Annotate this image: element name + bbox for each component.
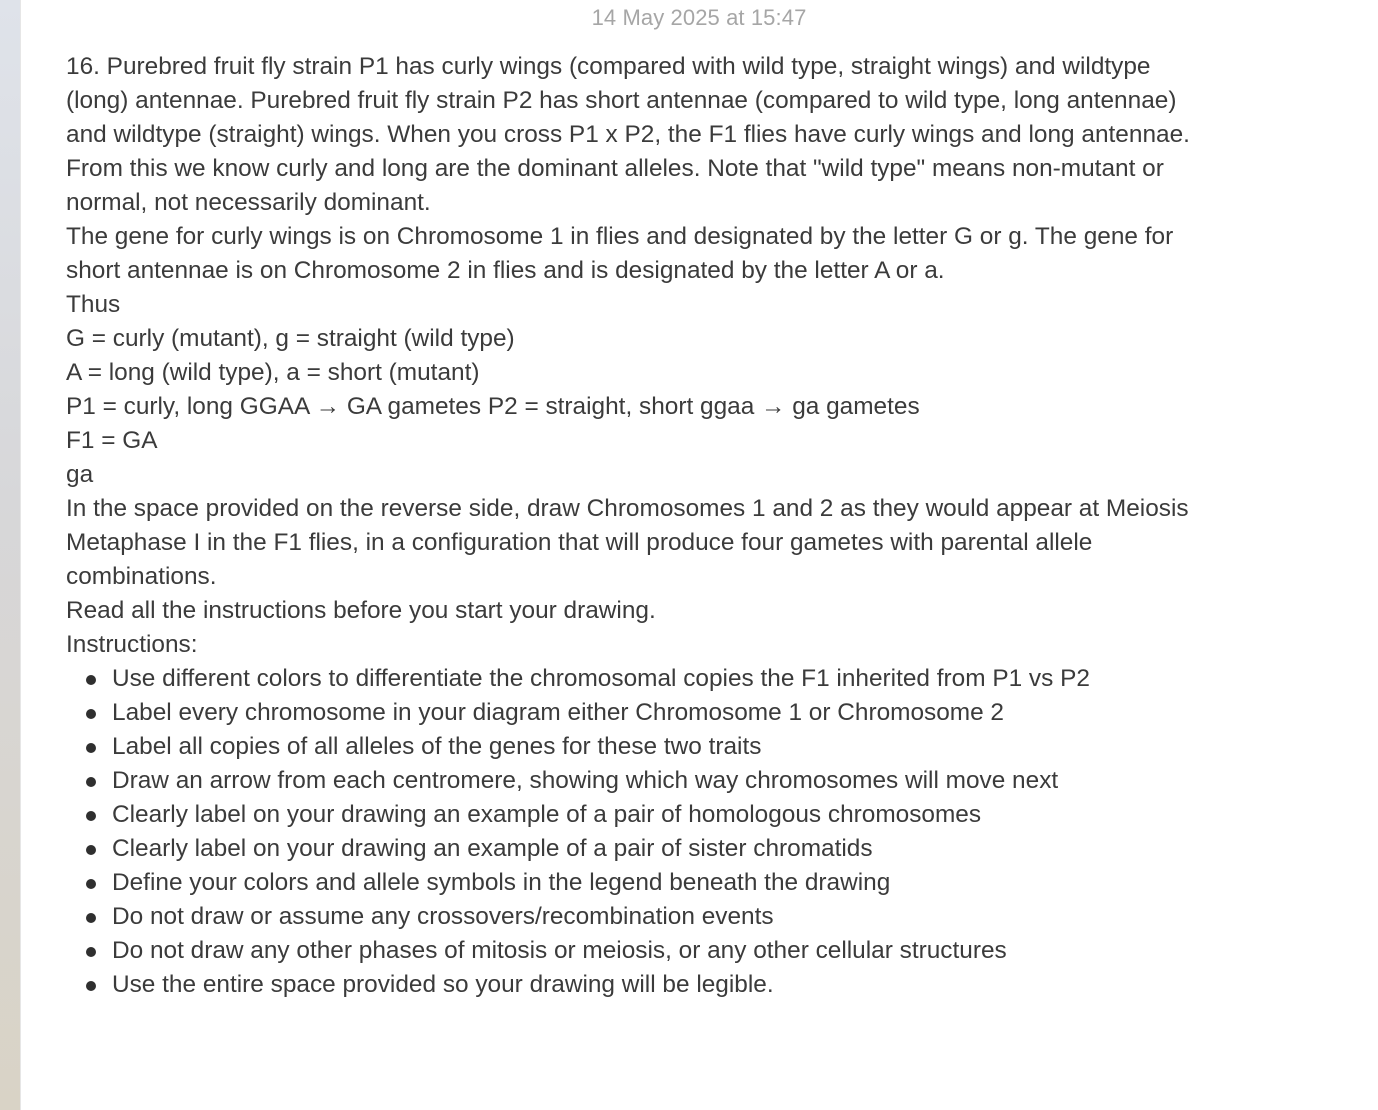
instruction-item: Label all copies of all alleles of the genes for these two traits [112, 730, 1366, 764]
note-body[interactable] [66, 50, 1366, 1002]
note-line: Thus [66, 291, 121, 318]
instruction-item: Draw an arrow from each centromere, showing which way chromosomes will move next [112, 764, 1366, 798]
sidebar-edge [0, 0, 21, 1110]
note-line: 16. Purebred fruit fly strain P1 has curly wings (compared with wild type, straight wings) and wildtype [66, 53, 1151, 80]
instruction-item: Clearly label on your drawing an example of a pair of homologous chromosomes [112, 798, 1366, 832]
note-line: The gene for curly wings is on Chromosome 1 in flies and designated by the letter G or g. The gene for [66, 223, 1174, 250]
note-line: normal, not necessarily dominant. [66, 189, 431, 216]
instruction-item: Do not draw or assume any crossovers/recombination events [112, 900, 1366, 934]
note-line: Instructions: [66, 631, 198, 658]
note-line: ga [66, 461, 94, 488]
note-line: In the space provided on the reverse side, draw Chromosomes 1 and 2 as they would appear at Meiosis [66, 495, 1189, 522]
instructions-list [66, 662, 1366, 1002]
instruction-item: Clearly label on your drawing an example of a pair of sister chromatids [112, 832, 1366, 866]
instruction-item: Do not draw any other phases of mitosis or meiosis, or any other cellular structures [112, 934, 1366, 968]
instruction-item: Use different colors to differentiate the chromosomal copies the F1 inherited from P1 vs P2 [112, 662, 1366, 696]
note-line: A = long (wild type), a = short (mutant) [66, 359, 480, 386]
note-line: G = curly (mutant), g = straight (wild type) [66, 325, 515, 352]
note-line: and wildtype (straight) wings. When you cross P1 x P2, the F1 flies have curly wings and long antennae. [66, 121, 1190, 148]
note-line: short antennae is on Chromosome 2 in flies and is designated by the letter A or a. [66, 257, 945, 284]
note-timestamp: 14 May 2025 at 15:47 [591, 5, 807, 30]
note-line: P1 = curly, long GGAA → GA gametes P2 = straight, short ggaa → ga gametes [66, 393, 920, 420]
note-line: (long) antennae. Purebred fruit fly strain P2 has short antennae (compared to wild type, long antennae) [66, 87, 1177, 114]
instruction-item: Define your colors and allele symbols in the legend beneath the drawing [112, 866, 1366, 900]
instruction-item: Use the entire space provided so your drawing will be legible. [112, 968, 1366, 1002]
note-line: F1 = GA [66, 427, 158, 454]
note-line: combinations. [66, 563, 217, 590]
instruction-item: Label every chromosome in your diagram either Chromosome 1 or Chromosome 2 [112, 696, 1366, 730]
note-line: From this we know curly and long are the dominant alleles. Note that "wild type" means non-mutant or [66, 155, 1164, 182]
note-line: Read all the instructions before you start your drawing. [66, 597, 656, 624]
note-line: Metaphase I in the F1 flies, in a configuration that will produce four gametes with parental allele [66, 529, 1093, 556]
